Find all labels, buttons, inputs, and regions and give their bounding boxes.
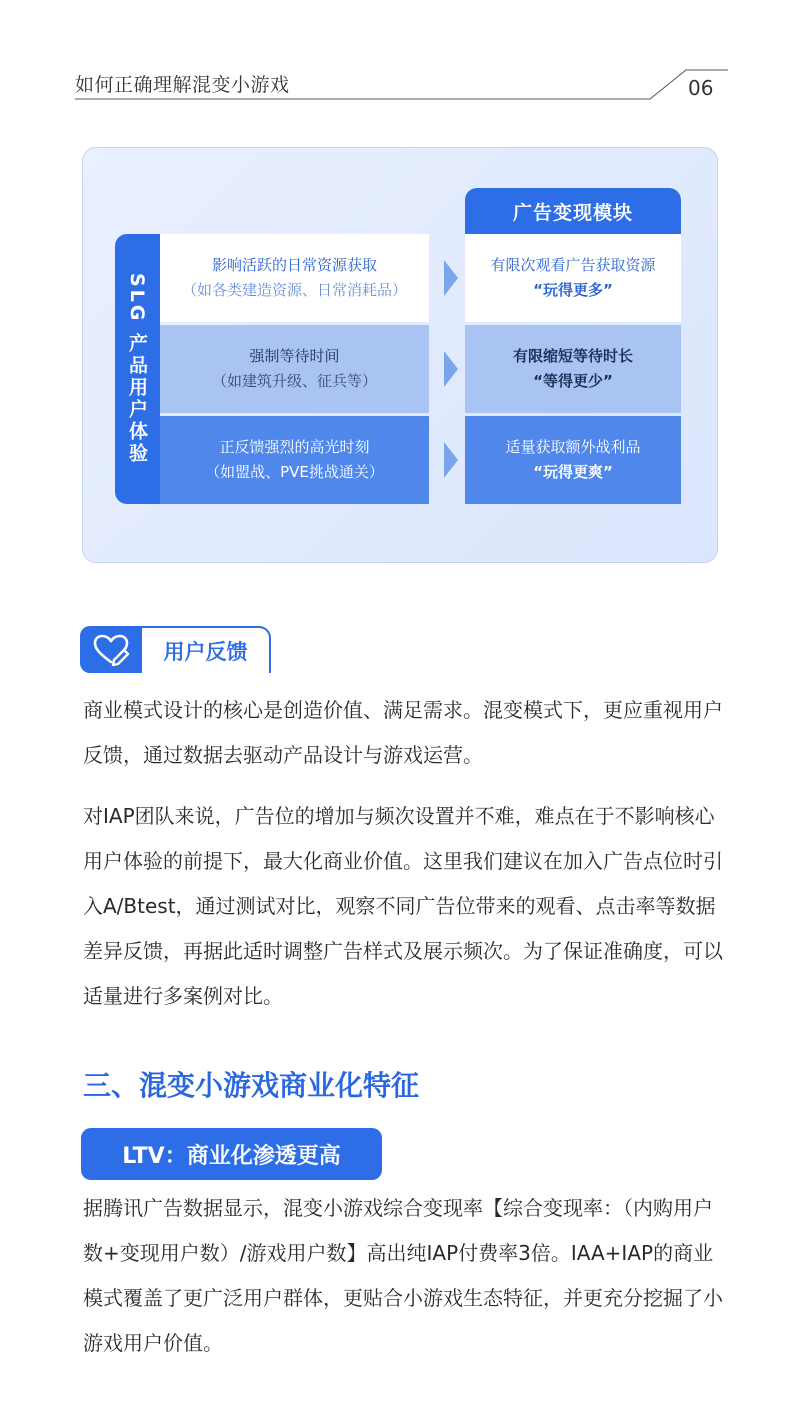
header-rule	[0, 0, 800, 110]
section-heading: 三、混变小游戏商业化特征	[83, 1069, 420, 1102]
right-row-title: 有限缩短等待时长	[512, 347, 633, 365]
left-row-title: 影响活跃的日常资源获取	[211, 256, 377, 274]
left-row-title: 正反馈强烈的高光时刻	[219, 438, 370, 456]
page-number: 06	[688, 76, 714, 100]
left-row-subtitle: （如盟战、PVE挑战通关）	[205, 463, 384, 481]
diagram-left-row	[160, 325, 429, 413]
right-row-title: 有限次观看广告获取资源	[490, 256, 656, 274]
subsection-pill: LTV：商业化渗透更高	[81, 1128, 382, 1180]
document-title: 如何正确理解混变小游戏	[75, 74, 290, 96]
diagram-right-row	[465, 234, 681, 322]
diagram-right-row	[465, 325, 681, 413]
diagram-right-row	[465, 416, 681, 504]
diagram-left-row	[160, 416, 429, 504]
right-row-quote: “玩得更多”	[533, 281, 613, 299]
section-tag-icon-box	[80, 626, 142, 673]
body-paragraph: 据腾讯广告数据显示，混变小游戏综合变现率【综合变现率：（内购用户数+变现用户数）/游戏用户数】高出纯IAP付费率3倍。IAA+IAP的商业模式覆盖了更广泛用户群体，更贴合小游戏生态特征，并更充分挖掘了小游戏用户价值。	[83, 1196, 723, 1355]
diagram-left-row	[160, 234, 429, 322]
right-row-quote: “玩得更爽”	[533, 463, 613, 481]
diagram-right-header: 广告变现模块	[465, 188, 681, 234]
section-tag-user-feedback	[80, 626, 271, 673]
heart-pencil-icon	[92, 634, 130, 666]
left-row-subtitle: （如建筑升级、征兵等）	[211, 372, 377, 390]
diagram-vertical-label-bar	[115, 234, 160, 504]
section-tag-label: 用户反馈	[142, 626, 271, 673]
body-paragraph: 商业模式设计的核心是创造价值、满足需求。混变模式下，更应重视用户反馈，通过数据去驱动产品设计与游戏运营。	[83, 698, 723, 767]
right-row-quote: “等得更少”	[533, 372, 613, 390]
arrow-right-icon	[444, 351, 458, 387]
arrow-right-icon	[444, 260, 458, 296]
diagram-vertical-label: SLG 产品用户体验	[126, 272, 148, 465]
body-paragraph: 对IAP团队来说，广告位的增加与频次设置并不难，难点在于不影响核心用户体验的前提下，最大化商业价值。这里我们建议在加入广告点位时引入A/Btest，通过测试对比，观察不同广告位带来的观看、点击率等数据差异反馈，再据此适时调整广告样式及展示频次。为了保证准确度，可以适量进行多案例对比。	[83, 804, 723, 1008]
left-row-subtitle: （如各类建造资源、日常消耗品）	[181, 281, 407, 299]
arrow-right-icon	[444, 442, 458, 478]
left-row-title: 强制等待时间	[249, 347, 340, 365]
right-row-title: 适量获取额外战利品	[505, 438, 641, 456]
